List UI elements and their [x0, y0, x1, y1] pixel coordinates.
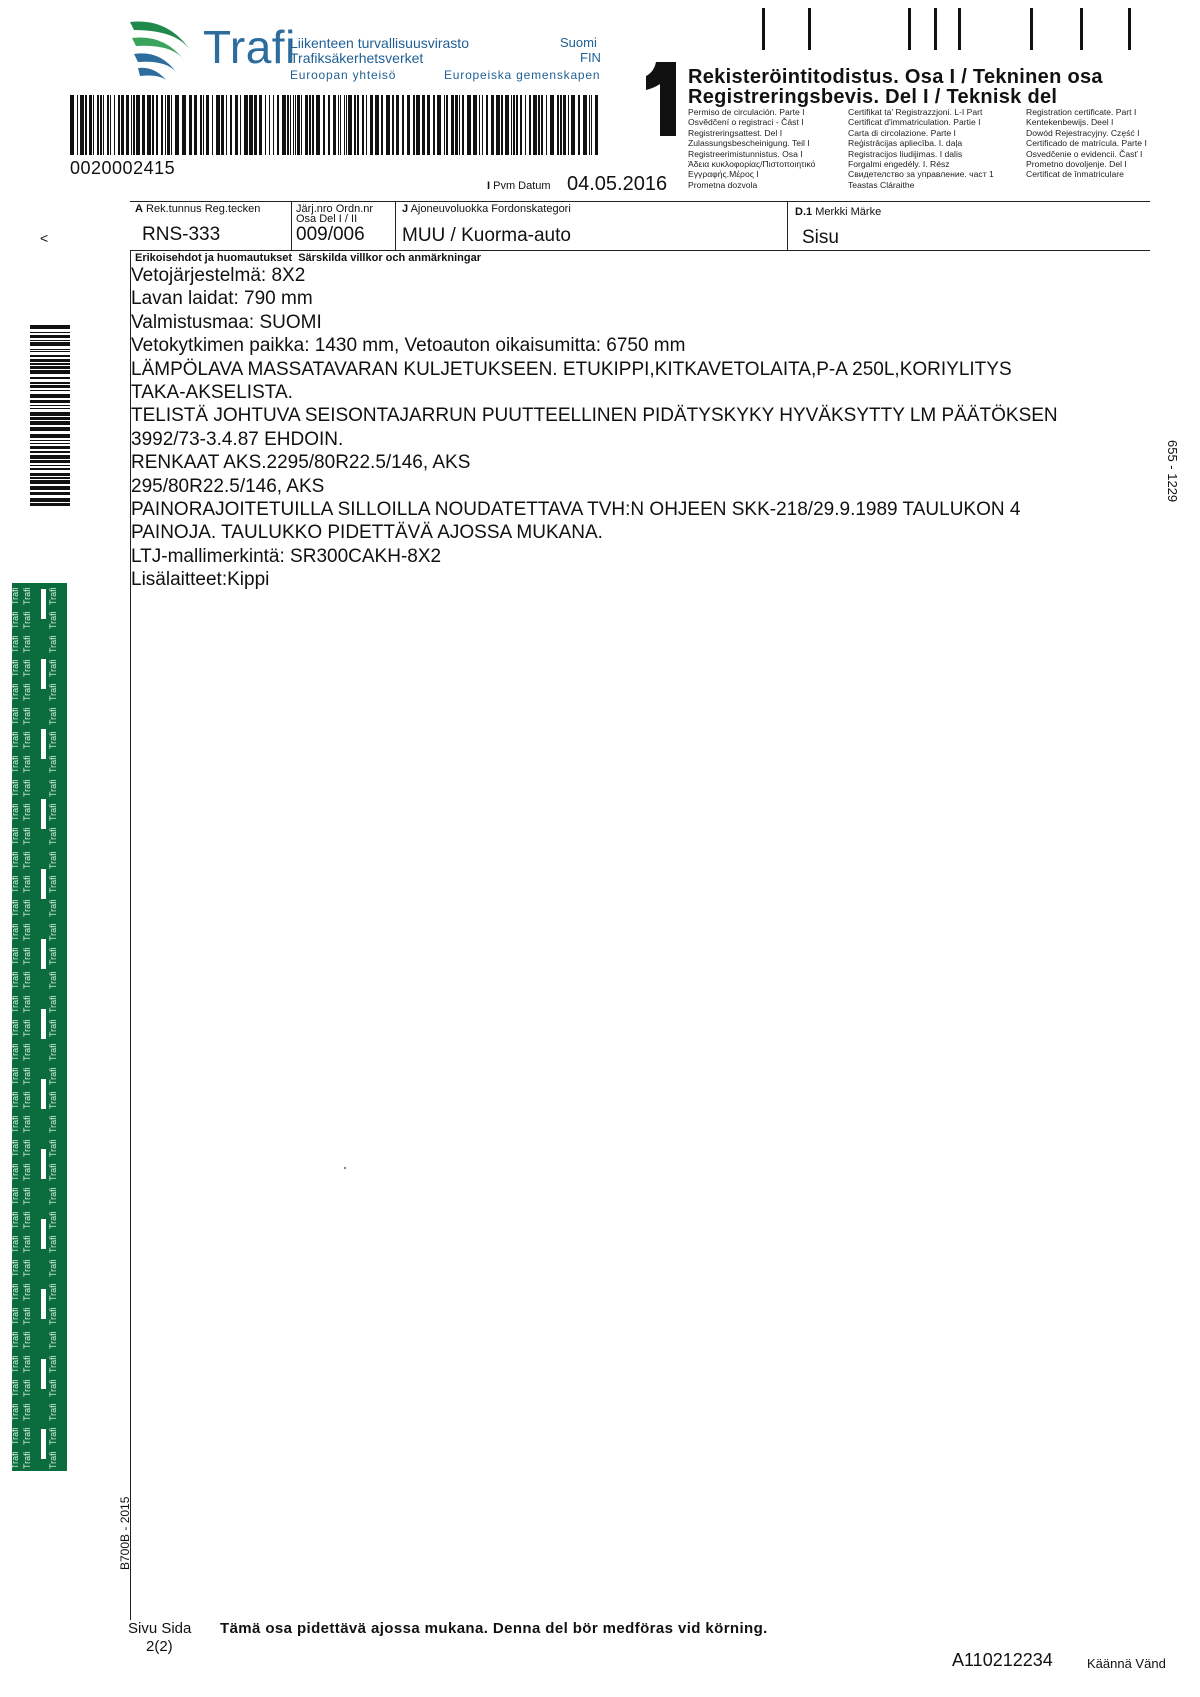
eu-label-fi: Euroopan yhteisö [290, 68, 397, 82]
remark-line: Vetokytkimen paikka: 1430 mm, Vetoauton oikaisumitta: 6750 mm [131, 335, 686, 357]
remark-line: 3992/73-3.4.87 EHDOIN. [131, 428, 344, 450]
svg-text:Trafi: Trafi [10, 827, 20, 845]
svg-text:Trafi: Trafi [48, 1427, 58, 1445]
reg-number-value: RNS-333 [142, 224, 221, 245]
title-sv: Registreringsbevis. Del I / Teknisk del [688, 86, 1058, 108]
svg-text:Trafi: Trafi [22, 803, 32, 821]
vehicle-category-value: MUU / Kuorma-auto [402, 225, 571, 246]
svg-text:Trafi: Trafi [22, 1331, 32, 1349]
svg-text:Trafi: Trafi [22, 851, 32, 869]
svg-text:Trafi: Trafi [48, 947, 58, 965]
svg-text:Trafi: Trafi [10, 1211, 20, 1229]
svg-text:Trafi: Trafi [22, 1211, 32, 1229]
svg-text:Trafi: Trafi [48, 1307, 58, 1325]
svg-text:Trafi: Trafi [22, 995, 32, 1013]
svg-text:Trafi: Trafi [10, 1379, 20, 1397]
order-number-value: 009/006 [296, 224, 365, 245]
svg-text:Trafi: Trafi [22, 587, 32, 605]
svg-text:Trafi: Trafi [48, 899, 58, 917]
svg-text:Trafi: Trafi [48, 1235, 58, 1253]
part-number-glyph [646, 62, 678, 136]
title-fi: Rekisteröintitodistus. Osa I / Tekninen osa [688, 66, 1103, 88]
svg-text:Trafi: Trafi [10, 1163, 20, 1181]
remark-line: PAINOJA. TAULUKKO PIDETTÄVÄ AJOSSA MUKANA. [131, 522, 603, 544]
trafi-logo-mark [128, 16, 198, 82]
svg-text:Trafi: Trafi [48, 755, 58, 773]
svg-text:Trafi: Trafi [10, 1043, 20, 1061]
date-label: I Pvm Datum [487, 180, 551, 192]
svg-text:Trafi: Trafi [10, 875, 20, 893]
svg-text:Trafi: Trafi [10, 731, 20, 749]
logo-text: Trafi [203, 21, 296, 73]
svg-text:Trafi: Trafi [22, 1115, 32, 1133]
svg-text:Trafi: Trafi [48, 851, 58, 869]
svg-text:Trafi: Trafi [10, 947, 20, 965]
svg-text:Trafi: Trafi [48, 1403, 58, 1421]
svg-text:Trafi: Trafi [10, 1283, 20, 1301]
order-number-label: Järj.nro Ordn.nr Osa Del I / II [296, 203, 374, 225]
svg-text:Trafi: Trafi [22, 755, 32, 773]
svg-text:Trafi: Trafi [22, 659, 32, 677]
svg-text:Trafi: Trafi [48, 1043, 58, 1061]
page-label: Sivu Sida [128, 1620, 192, 1637]
svg-text:Trafi: Trafi [48, 1283, 58, 1301]
translations-col3: Registration certificate. Part I Kentekenbewijs. Deel I Dowód Rejestracyjny. Część I Certificado de matrícula. Parte I Osvedčenie o evidencii. Časť I Prometno dovoljenje. Del I Certificat de înmatriculare [1026, 107, 1147, 180]
svg-text:Trafi: Trafi [22, 1019, 32, 1037]
svg-text:Trafi: Trafi [22, 683, 32, 701]
svg-text:Trafi: Trafi [48, 683, 58, 701]
svg-text:Trafi: Trafi [22, 1187, 32, 1205]
remark-line: Vetojärjestelmä: 8X2 [131, 265, 306, 286]
svg-text:Trafi: Trafi [10, 1427, 20, 1445]
svg-text:Trafi: Trafi [10, 1403, 20, 1421]
svg-text:Trafi: Trafi [22, 1043, 32, 1061]
svg-text:Trafi: Trafi [22, 1235, 32, 1253]
svg-text:Trafi: Trafi [10, 1187, 20, 1205]
vehicle-category-label: J Ajoneuvoluokka Fordonskategori [402, 203, 571, 215]
remark-line: Lavan laidat: 790 mm [131, 288, 313, 310]
svg-text:Trafi: Trafi [10, 755, 20, 773]
svg-text:Trafi: Trafi [48, 1139, 58, 1157]
svg-text:Trafi: Trafi [10, 923, 20, 941]
svg-text:Trafi: Trafi [22, 1451, 32, 1469]
svg-text:Trafi: Trafi [48, 587, 58, 605]
svg-text:Trafi: Trafi [10, 899, 20, 917]
svg-text:Trafi: Trafi [10, 635, 20, 653]
svg-text:Trafi: Trafi [48, 611, 58, 629]
svg-text:Trafi: Trafi [48, 1187, 58, 1205]
form-code: B700B - 2015 [118, 1496, 132, 1570]
svg-text:Trafi: Trafi [10, 971, 20, 989]
remark-line: Valmistusmaa: SUOMI [131, 311, 322, 333]
country-code: FIN [580, 50, 601, 65]
svg-text:Trafi: Trafi [10, 1019, 20, 1037]
svg-text:Trafi: Trafi [10, 779, 20, 797]
svg-text:Trafi: Trafi [48, 1355, 58, 1373]
svg-text:Trafi: Trafi [48, 1091, 58, 1109]
svg-text:Trafi: Trafi [22, 707, 32, 725]
svg-text:Trafi: Trafi [48, 635, 58, 653]
registration-ticks [760, 8, 1140, 53]
svg-text:Trafi: Trafi [48, 923, 58, 941]
svg-text:Trafi: Trafi [22, 1379, 32, 1397]
svg-text:Trafi: Trafi [22, 611, 32, 629]
svg-text:Trafi: Trafi [22, 779, 32, 797]
svg-text:Trafi: Trafi [22, 1259, 32, 1277]
remarks-body [131, 264, 1131, 592]
field-divider [787, 201, 788, 250]
svg-text:Trafi: Trafi [48, 1019, 58, 1037]
remark-line: LTJ-mallimerkintä: SR300CAKH-8X2 [131, 545, 442, 567]
svg-text:Trafi: Trafi [22, 1403, 32, 1421]
date-value: 04.05.2016 [567, 173, 668, 195]
side-barcode [30, 325, 70, 505]
left-marker: < [40, 230, 49, 246]
svg-text:Trafi: Trafi [22, 1091, 32, 1109]
svg-text:Trafi: Trafi [48, 1451, 58, 1469]
remark-line: 295/80R22.5/146, AKS [131, 475, 325, 497]
remarks-heading: Erikoisehdot ja huomautukset Särskilda villkor och anmärkningar [135, 252, 482, 264]
svg-text:Trafi: Trafi [10, 1355, 20, 1373]
svg-text:Trafi: Trafi [22, 1067, 32, 1085]
document-number: 0020002415 [70, 158, 176, 178]
make-label: D.1 Merkki Märke [795, 206, 882, 218]
svg-text:Trafi: Trafi [10, 1091, 20, 1109]
svg-text:Trafi: Trafi [22, 1427, 32, 1445]
country-name: Suomi [560, 35, 597, 50]
svg-text:Trafi: Trafi [22, 1163, 32, 1181]
reg-number-label: A Rek.tunnus Reg.tecken [135, 203, 261, 215]
svg-text:Trafi: Trafi [22, 731, 32, 749]
translations-col2: Certifikat ta' Registrazzjoni. L-I Part Certificat d'immatriculation. Partie I Carta di circolazione. Parte I Reģistrācijas apliecība. I. daļa Registracijos liudijimas. I dalis Forgalmi engedély. I. Rész Свидетелство за управление. част 1 Teastas Cláraithe [848, 107, 994, 190]
svg-text:Trafi: Trafi [48, 971, 58, 989]
agency-name-sv: Trafiksäkerhetsverket [290, 50, 424, 66]
svg-text:Trafi: Trafi [10, 1235, 20, 1253]
remark-line: PAINORAJOITETUILLA SILLOILLA NOUDATETTAVA TVH:N OHJEEN SKK-218/29.9.1989 TAULUKON 4 [131, 499, 1021, 521]
svg-text:Trafi: Trafi [10, 683, 20, 701]
svg-text:Trafi: Trafi [48, 1067, 58, 1085]
svg-text:Trafi: Trafi [48, 659, 58, 677]
field-top-rule [130, 201, 1150, 202]
document-barcode [70, 95, 600, 155]
svg-text:Trafi: Trafi [22, 1139, 32, 1157]
footer-note: Tämä osa pidettävä ajossa mukana. Denna del bör medföras vid körning. [220, 1620, 768, 1637]
serial-number: A110212234 [952, 1650, 1053, 1670]
eu-label-sv: Europeiska gemenskapen [444, 68, 601, 82]
svg-text:Trafi: Trafi [48, 827, 58, 845]
make-value: Sisu [802, 227, 839, 248]
remark-line: TAKA-AKSELISTA. [131, 382, 293, 404]
field-bottom-rule [130, 250, 1150, 251]
svg-text:Trafi: Trafi [48, 779, 58, 797]
svg-text:Trafi: Trafi [22, 971, 32, 989]
svg-text:Trafi: Trafi [10, 707, 20, 725]
svg-text:Trafi: Trafi [48, 995, 58, 1013]
svg-text:Trafi: Trafi [48, 803, 58, 821]
svg-text:Trafi: Trafi [22, 899, 32, 917]
turn-page-label: Käännä Vänd [1087, 1656, 1166, 1671]
svg-text:Trafi: Trafi [10, 995, 20, 1013]
svg-text:Trafi: Trafi [10, 851, 20, 869]
svg-text:Trafi: Trafi [22, 827, 32, 845]
remark-line: TELISTÄ JOHTUVA SEISONTAJARRUN PUUTTEELLINEN PIDÄTYSKYKY HYVÄKSYTTY LM PÄÄTÖKSEN [131, 405, 1058, 427]
scan-speck [344, 1167, 346, 1169]
right-margin-code: 655 - 1229 [1165, 440, 1180, 503]
field-divider [395, 201, 396, 250]
page-number: 2(2) [146, 1638, 173, 1655]
svg-text:Trafi: Trafi [10, 1259, 20, 1277]
svg-text:Trafi: Trafi [22, 923, 32, 941]
svg-text:Trafi: Trafi [10, 1451, 20, 1469]
svg-text:Trafi: Trafi [10, 803, 20, 821]
svg-text:Trafi: Trafi [10, 1067, 20, 1085]
svg-text:Trafi: Trafi [22, 635, 32, 653]
svg-text:Trafi: Trafi [22, 875, 32, 893]
svg-text:Trafi: Trafi [48, 707, 58, 725]
svg-text:Trafi: Trafi [10, 587, 20, 605]
svg-text:Trafi: Trafi [22, 1283, 32, 1301]
svg-text:Trafi: Trafi [48, 1259, 58, 1277]
svg-text:Trafi: Trafi [10, 1115, 20, 1133]
svg-text:Trafi: Trafi [48, 1211, 58, 1229]
svg-text:Trafi: Trafi [48, 731, 58, 749]
svg-text:Trafi: Trafi [48, 1163, 58, 1181]
svg-text:Trafi: Trafi [10, 659, 20, 677]
svg-text:Trafi: Trafi [22, 947, 32, 965]
translations-col1: Permiso de circulación. Parte I Osvědčení o registraci - Část I Registreringsattest. Del I Zulassungsbescheinigung. Teil I Registreerimistunnistus. Osa I Άδεια κυκλοφορίας/Πιστοποιητικό Εγγραφής.Μέρος I Prometna dozvola [688, 107, 816, 190]
remark-line: RENKAAT AKS.2295/80R22.5/146, AKS [131, 452, 471, 474]
remark-line: LÄMPÖLAVA MASSATAVARAN KULJETUKSEEN. ETUKIPPI,KITKAVETOLAITA,P-A 250L,KORIYLITYS [131, 358, 1012, 380]
svg-text:Trafi: Trafi [48, 875, 58, 893]
svg-text:Trafi: Trafi [22, 1307, 32, 1325]
svg-text:Trafi: Trafi [48, 1115, 58, 1133]
remark-line: Lisälaitteet:Kippi [131, 569, 270, 591]
svg-text:Trafi: Trafi [10, 611, 20, 629]
security-strip-pattern [12, 583, 67, 1471]
svg-text:Trafi: Trafi [22, 1355, 32, 1373]
svg-text:Trafi: Trafi [48, 1331, 58, 1349]
svg-text:Trafi: Trafi [10, 1331, 20, 1349]
field-divider [291, 201, 292, 250]
svg-text:Trafi: Trafi [10, 1139, 20, 1157]
svg-text:Trafi: Trafi [10, 1307, 20, 1325]
svg-text:Trafi: Trafi [48, 1379, 58, 1397]
agency-name-fi: Liikenteen turvallisuusvirasto [290, 35, 469, 51]
